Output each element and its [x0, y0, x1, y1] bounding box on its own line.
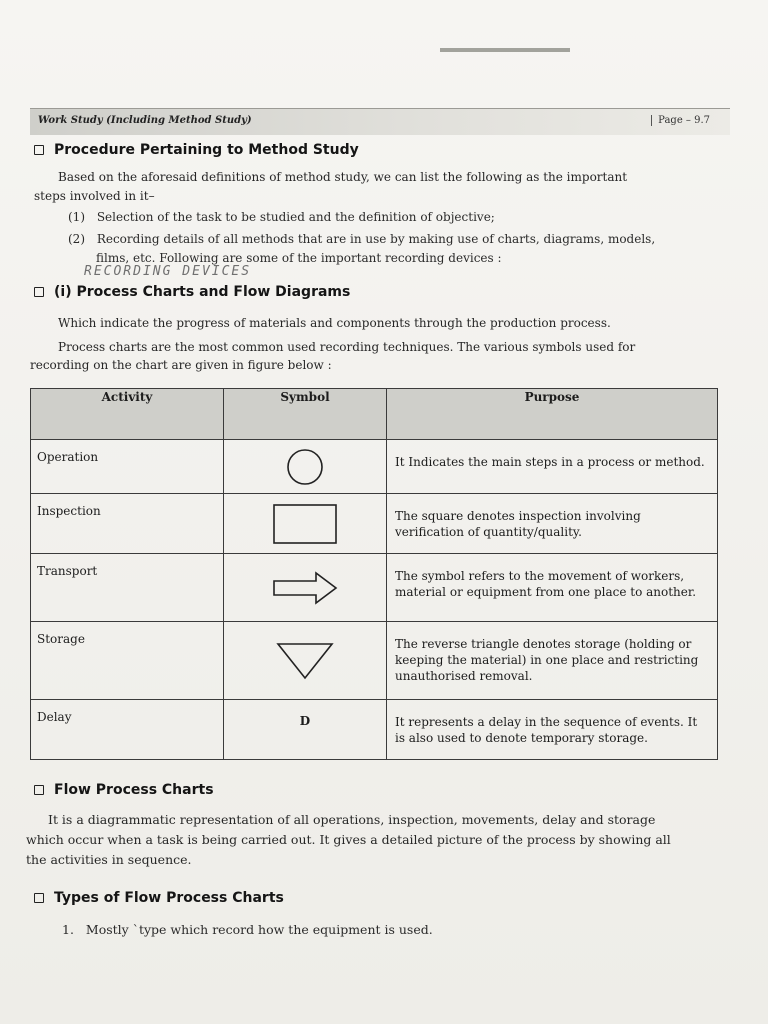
symbol-cell [224, 554, 387, 622]
intro-line-2: steps involved in it– [34, 189, 155, 203]
list-text: Recording details of all methods that are in use by making use of charts, diagrams, models, [96, 232, 656, 246]
activity-cell: Transport [31, 554, 224, 622]
table-row [31, 554, 718, 622]
binding-strip [440, 48, 570, 52]
section-heading-procedure [34, 142, 359, 158]
page-number: Page – 9.7 [651, 115, 710, 126]
purpose-cell: The symbol refers to the movement of workers, material or equipment from one place to another. [387, 554, 718, 622]
list-text: Mostly `type which record how the equipment is used. [85, 922, 433, 937]
section-heading-process-charts [34, 284, 350, 300]
list-number: 1. [62, 922, 74, 937]
table-row [31, 700, 718, 760]
square-bullet-icon [34, 287, 44, 297]
purpose-cell: It represents a delay in the sequence of events. It is also used to denote temporary storage. [387, 700, 718, 760]
square-icon [272, 502, 338, 546]
header-activity: Activity [31, 389, 224, 440]
table-row [31, 440, 718, 494]
section-title: Flow Process Charts [54, 782, 214, 798]
process-para-2-line2: recording on the chart are given in figure below : [30, 358, 332, 372]
list-item-1 [68, 208, 495, 227]
purpose-cell: The square denotes inspection involving verification of quantity/quality. [387, 494, 718, 554]
list-item-2 [68, 230, 728, 249]
table-header-row [31, 389, 718, 440]
header-symbol: Symbol [224, 389, 387, 440]
square-bullet-icon [34, 145, 44, 155]
purpose-cell: It Indicates the main steps in a process or method. [387, 440, 718, 494]
square-bullet-icon [34, 893, 44, 903]
activity-cell: Delay [31, 700, 224, 760]
process-para-1: Which indicate the progress of materials and components through the production process. [58, 316, 611, 330]
handwritten-annotation: RECORDING DEVICES [84, 264, 252, 279]
flow-para-line1: It is a diagrammatic representation of all operations, inspection, movements, delay and storage [48, 812, 656, 827]
delay-symbol: D [299, 714, 311, 728]
section-title: (i) Process Charts and Flow Diagrams [54, 284, 351, 300]
activity-cell: Operation [31, 440, 224, 494]
section-title: Procedure Pertaining to Method Study [54, 142, 359, 158]
list-number: (1) [68, 210, 85, 224]
list-text: Selection of the task to be studied and the definition of objective; [96, 210, 495, 224]
circle-icon [283, 447, 327, 487]
types-item-1 [62, 920, 433, 939]
purpose-cell: The reverse triangle denotes storage (holding or keeping the material) in one place and restricting unauthorised removal. [387, 622, 718, 700]
symbols-table [30, 388, 718, 760]
running-header [30, 108, 730, 135]
flow-para-line3: the activities in sequence. [26, 852, 192, 867]
symbol-cell [224, 494, 387, 554]
intro-line-1: Based on the aforesaid definitions of method study, we can list the following as the important [58, 170, 628, 184]
symbol-cell [224, 440, 387, 494]
table-row [31, 622, 718, 700]
list-number: (2) [68, 232, 85, 246]
inverted-triangle-icon [275, 641, 335, 681]
header-title: Work Study (Including Method Study) [38, 115, 252, 126]
section-title: Types of Flow Process Charts [54, 890, 284, 906]
symbol-cell [224, 622, 387, 700]
flow-para-line2: which occur when a task is being carried out. It gives a detailed picture of the process by showing all [26, 832, 671, 847]
activity-cell: Inspection [31, 494, 224, 554]
activity-cell: Storage [31, 622, 224, 700]
list-item-2-continued: films, etc. Following are some of the important recording devices : [96, 251, 502, 265]
symbol-cell [224, 700, 387, 760]
table-row [31, 494, 718, 554]
arrow-right-icon [272, 571, 338, 605]
section-heading-flow-process [34, 782, 214, 798]
section-heading-types [34, 890, 284, 906]
process-para-2-line1: Process charts are the most common used recording techniques. The various symbols used for [58, 340, 636, 354]
header-purpose: Purpose [387, 389, 718, 440]
square-bullet-icon [34, 785, 44, 795]
